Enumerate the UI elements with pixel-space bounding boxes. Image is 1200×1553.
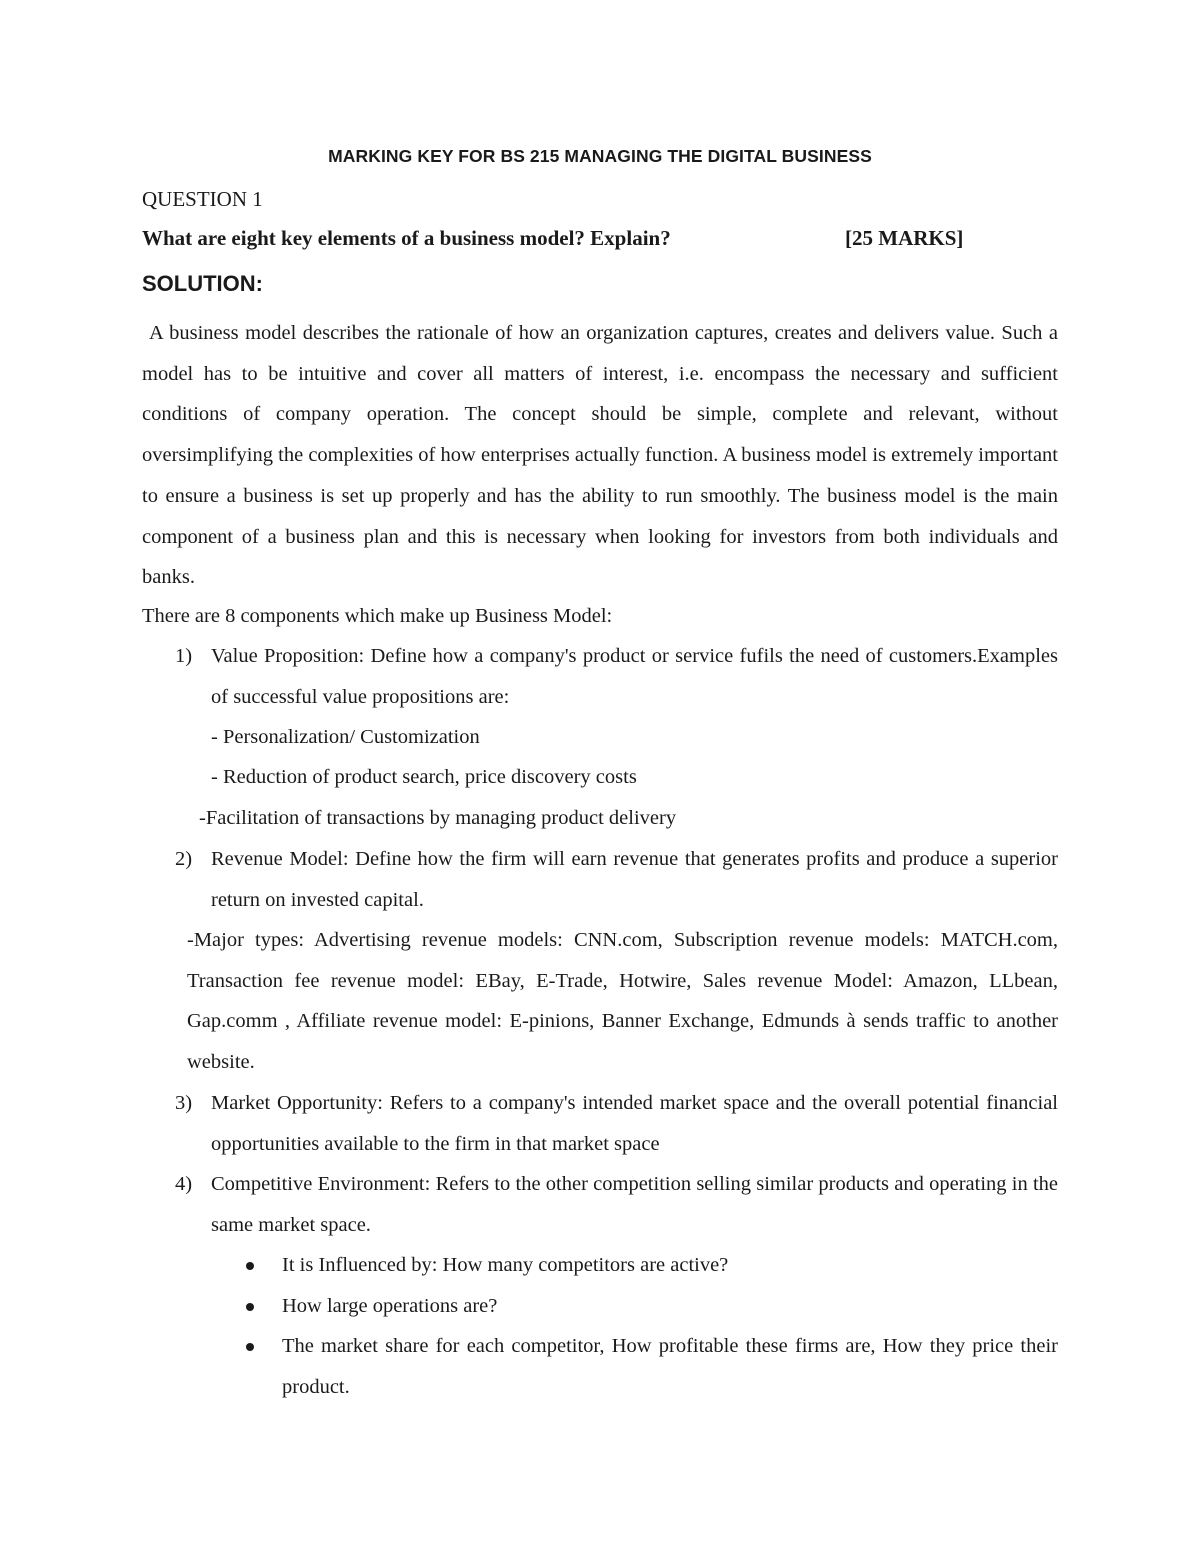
list-item-text: Revenue Model: Define how the firm will earn revenue that generates profits and produce a superior return on invested capital. <box>211 848 1058 911</box>
bullet-item <box>246 1326 1058 1407</box>
bullet-text: It is Influenced by: How many competitors are active? <box>282 1254 729 1276</box>
question-number: QUESTION 1 <box>142 187 263 211</box>
list-item-number: 1) <box>175 645 193 667</box>
sub-point: - Reduction of product search, price discovery costs <box>211 766 637 788</box>
bullet-item <box>246 1286 1058 1327</box>
list-item-competitive-environment <box>175 1164 1058 1245</box>
bullet-icon <box>246 1303 254 1311</box>
sub-point: - Personalization/ Customization <box>211 726 480 748</box>
bullet-icon <box>246 1262 254 1270</box>
solution-intro-paragraph: A business model describes the rationale of how an organization captures, creates and delivers value. Such a model has to be intuitive and cover all matters of interest, i.e. encompass the necessary and sufficient conditions of company operation. The concept should be simple, complete and relevant, without oversimplifying the complexities of how enterprises actually function. A business model is extremely important to ensure a business is set up properly and has the ability to run smoothly. The business model is the main component of a business plan and this is necessary when looking for investors from both individuals and banks. <box>142 322 1058 589</box>
document-title: MARKING KEY FOR BS 215 MANAGING THE DIGITAL BUSINESS <box>328 146 872 166</box>
list-item-number: 4) <box>175 1173 193 1195</box>
question-text: What are eight key elements of a business model? Explain? <box>142 226 671 250</box>
list-item-revenue-model <box>175 839 1058 920</box>
solution-heading: SOLUTION: <box>142 271 263 296</box>
bullet-icon <box>246 1343 254 1351</box>
bullet-item <box>246 1245 1058 1286</box>
list-item-value-proposition <box>175 636 1058 717</box>
bullet-text: How large operations are? <box>282 1295 498 1317</box>
sub-point: -Facilitation of transactions by managing product delivery <box>199 807 677 829</box>
revenue-model-types: -Major types: Advertising revenue models: CNN.com, Subscription revenue models: MATCH.com, Transaction fee revenue model: EBay, E-Trade, Hotwire, Sales revenue Model: Amazon, LLbean, Gap.comm , Affiliate revenue model: E-pinions, Banner Exchange, Edmunds à sends traffic to another website. <box>187 929 1058 1074</box>
question-marks: [25 MARKS] <box>845 226 964 250</box>
components-lead-in: There are 8 components which make up Business Model: <box>142 605 613 627</box>
list-item-text: Value Proposition: Define how a company's product or service fufils the need of customers.Examples of successful value propositions are: <box>211 645 1058 708</box>
list-item-number: 3) <box>175 1092 193 1114</box>
list-item-market-opportunity <box>175 1083 1058 1164</box>
list-item-text: Market Opportunity: Refers to a company's intended market space and the overall potential financial opportunities available to the firm in that market space <box>211 1092 1058 1155</box>
list-item-text: Competitive Environment: Refers to the other competition selling similar products and operating in the same market space. <box>211 1173 1058 1236</box>
bullet-text: The market share for each competitor, How profitable these firms are, How they price their product. <box>282 1335 1058 1398</box>
list-item-number: 2) <box>175 848 193 870</box>
